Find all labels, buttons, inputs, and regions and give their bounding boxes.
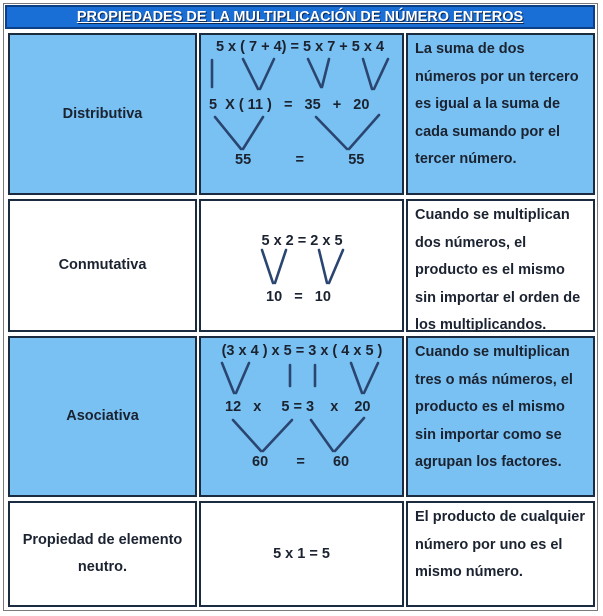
result-line-1: 5 X ( 11 ) = 35 + 20 <box>209 97 370 113</box>
result-line-2: 55 = 55 <box>235 152 365 168</box>
row-name-neutro: Propiedad de elemento neutro. <box>8 501 197 607</box>
distributive-diagram <box>201 35 402 193</box>
table-title: PROPIEDADES DE LA MULTIPLICACIÓN DE NÚMERO ENTEROS <box>5 5 595 29</box>
row-name-distributiva: Distributiva <box>8 33 197 195</box>
row-description-asociativa: Cuando se multiplican tres o más números, el producto es el mismo sin importar como se agrupan los factores. <box>406 336 595 497</box>
row-diagram-conmutativa <box>199 199 404 332</box>
row-name-asociativa: Asociativa <box>8 336 197 497</box>
row-diagram-asociativa <box>199 336 404 497</box>
row-description-distributiva: La suma de dos números por un tercero es igual a la suma de cada sumando por el tercer número. <box>406 33 595 195</box>
result-line: 10 = 10 <box>266 289 331 305</box>
equation-line: 5 x 2 = 2 x 5 <box>261 233 343 249</box>
row-diagram-neutro: 5 x 1 = 5 <box>199 501 404 607</box>
equation-line: 5 x ( 7 + 4) = 5 x 7 + 5 x 4 <box>215 39 385 55</box>
result-line-2: 60 = 60 <box>252 454 350 470</box>
row-description-conmutativa: Cuando se multiplican dos números, el producto es el mismo sin importar el orden de los multiplicandos. <box>406 199 595 332</box>
associative-diagram <box>201 338 402 495</box>
row-name-conmutativa: Conmutativa <box>8 199 197 332</box>
row-description-neutro: El producto de cualquier número por uno es el mismo número. <box>406 501 595 607</box>
row-diagram-distributiva <box>199 33 404 195</box>
commutative-diagram <box>201 201 402 330</box>
equation-line: (3 x 4 ) x 5 = 3 x ( 4 x 5 ) <box>221 343 383 359</box>
result-line-1: 12 x 5 = 3 x 20 <box>225 399 371 415</box>
